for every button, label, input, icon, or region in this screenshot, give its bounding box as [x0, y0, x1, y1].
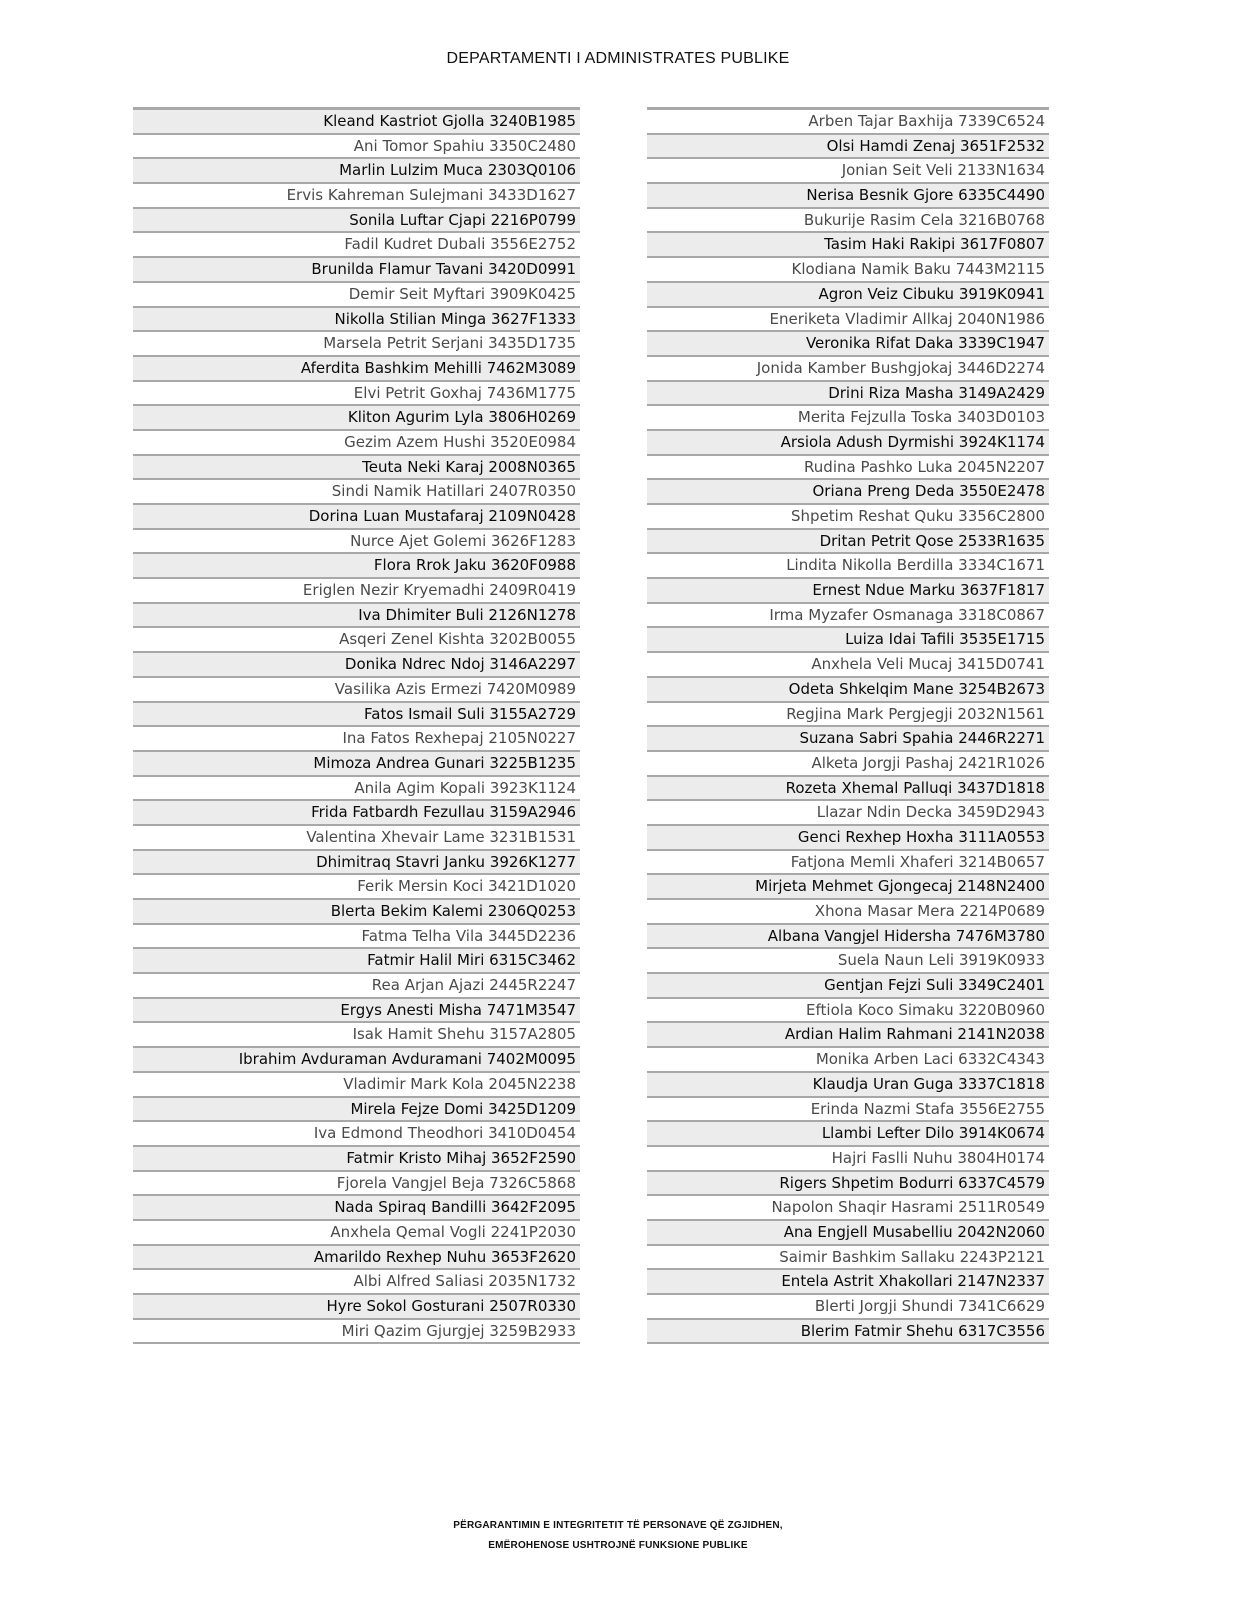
list-row: Nikolla Stilian Minga 3627F1333	[133, 308, 580, 333]
list-row: Mirjeta Mehmet Gjongecaj 2148N2400	[647, 875, 1049, 900]
list-row: Merita Fejzulla Toska 3403D0103	[647, 406, 1049, 431]
list-row: Iva Edmond Theodhori 3410D0454	[133, 1122, 580, 1147]
list-row: Odeta Shkelqim Mane 3254B2673	[647, 678, 1049, 703]
list-row: Blerti Jorgji Shundi 7341C6629	[647, 1295, 1049, 1320]
list-row: Arben Tajar Baxhija 7339C6524	[647, 110, 1049, 135]
list-row: Asqeri Zenel Kishta 3202B0055	[133, 628, 580, 653]
list-row: Rigers Shpetim Bodurri 6337C4579	[647, 1172, 1049, 1197]
list-row: Ardian Halim Rahmani 2141N2038	[647, 1023, 1049, 1048]
list-row: Olsi Hamdi Zenaj 3651F2532	[647, 135, 1049, 160]
list-row: Nerisa Besnik Gjore 6335C4490	[647, 184, 1049, 209]
list-row: Luiza Idai Tafili 3535E1715	[647, 628, 1049, 653]
list-row: Ani Tomor Spahiu 3350C2480	[133, 135, 580, 160]
list-row: Mirela Fejze Domi 3425D1209	[133, 1098, 580, 1123]
list-row: Aferdita Bashkim Mehilli 7462M3089	[133, 357, 580, 382]
list-row: Donika Ndrec Ndoj 3146A2297	[133, 653, 580, 678]
list-row: Anxhela Qemal Vogli 2241P2030	[133, 1221, 580, 1246]
list-row: Klodiana Namik Baku 7443M2115	[647, 258, 1049, 283]
list-row: Valentina Xhevair Lame 3231B1531	[133, 826, 580, 851]
list-row: Rozeta Xhemal Palluqi 3437D1818	[647, 777, 1049, 802]
list-row: Fatjona Memli Xhaferi 3214B0657	[647, 851, 1049, 876]
list-row: Tasim Haki Rakipi 3617F0807	[647, 233, 1049, 258]
list-row: Ervis Kahreman Sulejmani 3433D1627	[133, 184, 580, 209]
list-row: Fatos Ismail Suli 3155A2729	[133, 703, 580, 728]
list-row: Ina Fatos Rexhepaj 2105N0227	[133, 727, 580, 752]
list-row: Blerim Fatmir Shehu 6317C3556	[647, 1320, 1049, 1345]
list-row: Sonila Luftar Cjapi 2216P0799	[133, 209, 580, 234]
list-row: Nurce Ajet Golemi 3626F1283	[133, 530, 580, 555]
list-row: Monika Arben Laci 6332C4343	[647, 1048, 1049, 1073]
list-row: Sindi Namik Hatillari 2407R0350	[133, 480, 580, 505]
list-row: Jonian Seit Veli 2133N1634	[647, 159, 1049, 184]
list-row: Erinda Nazmi Stafa 3556E2755	[647, 1098, 1049, 1123]
list-row: Vasilika Azis Ermezi 7420M0989	[133, 678, 580, 703]
list-row: Ana Engjell Musabelliu 2042N2060	[647, 1221, 1049, 1246]
list-row: Ferik Mersin Koci 3421D1020	[133, 875, 580, 900]
list-row: Suela Naun Leli 3919K0933	[647, 949, 1049, 974]
list-row: Eriglen Nezir Kryemadhi 2409R0419	[133, 579, 580, 604]
list-row: Ibrahim Avduraman Avduramani 7402M0095	[133, 1048, 580, 1073]
list-row: Iva Dhimiter Buli 2126N1278	[133, 604, 580, 629]
list-row: Flora Rrok Jaku 3620F0988	[133, 554, 580, 579]
list-row: Fadil Kudret Dubali 3556E2752	[133, 233, 580, 258]
list-row: Rea Arjan Ajazi 2445R2247	[133, 974, 580, 999]
list-row: Elvi Petrit Goxhaj 7436M1775	[133, 382, 580, 407]
list-row: Jonida Kamber Bushgjokaj 3446D2274	[647, 357, 1049, 382]
list-row: Eneriketa Vladimir Allkaj 2040N1986	[647, 308, 1049, 333]
list-row: Miri Qazim Gjurgjej 3259B2933	[133, 1320, 580, 1345]
list-row: Fatmir Halil Miri 6315C3462	[133, 949, 580, 974]
left-name-list	[133, 107, 580, 1344]
list-row: Brunilda Flamur Tavani 3420D0991	[133, 258, 580, 283]
list-row: Drini Riza Masha 3149A2429	[647, 382, 1049, 407]
list-row: Dhimitraq Stavri Janku 3926K1277	[133, 851, 580, 876]
list-row: Saimir Bashkim Sallaku 2243P2121	[647, 1246, 1049, 1271]
list-row: Marsela Petrit Serjani 3435D1735	[133, 332, 580, 357]
list-row: Shpetim Reshat Quku 3356C2800	[647, 505, 1049, 530]
list-row: Llambi Lefter Dilo 3914K0674	[647, 1122, 1049, 1147]
list-row: Eftiola Koco Simaku 3220B0960	[647, 999, 1049, 1024]
list-row: Kliton Agurim Lyla 3806H0269	[133, 406, 580, 431]
list-row: Mimoza Andrea Gunari 3225B1235	[133, 752, 580, 777]
list-row: Demir Seit Myftari 3909K0425	[133, 283, 580, 308]
list-row: Anxhela Veli Mucaj 3415D0741	[647, 653, 1049, 678]
list-row: Bukurije Rasim Cela 3216B0768	[647, 209, 1049, 234]
list-row: Hyre Sokol Gosturani 2507R0330	[133, 1295, 580, 1320]
footer-line-2: EMËROHENOSE USHTROJNË FUNKSIONE PUBLIKE	[488, 1540, 748, 1551]
list-row: Irma Myzafer Osmanaga 3318C0867	[647, 604, 1049, 629]
right-name-list	[647, 107, 1049, 1344]
list-row: Isak Hamit Shehu 3157A2805	[133, 1023, 580, 1048]
list-row: Ergys Anesti Misha 7471M3547	[133, 999, 580, 1024]
list-row: Fatma Telha Vila 3445D2236	[133, 925, 580, 950]
list-row: Veronika Rifat Daka 3339C1947	[647, 332, 1049, 357]
list-row: Regjina Mark Pergjegji 2032N1561	[647, 703, 1049, 728]
list-row: Albi Alfred Saliasi 2035N1732	[133, 1270, 580, 1295]
list-row: Rudina Pashko Luka 2045N2207	[647, 456, 1049, 481]
list-row: Lindita Nikolla Berdilla 3334C1671	[647, 554, 1049, 579]
list-row: Llazar Ndin Decka 3459D2943	[647, 801, 1049, 826]
footer-line-1: PËRGARANTIMIN E INTEGRITETIT TË PERSONAVE QË ZGJIDHEN,	[453, 1520, 783, 1531]
page-title: DEPARTAMENTI I ADMINISTRATES PUBLIKE	[446, 50, 790, 67]
footer	[0, 1516, 1236, 1556]
list-row: Vladimir Mark Kola 2045N2238	[133, 1073, 580, 1098]
list-row: Nada Spiraq Bandilli 3642F2095	[133, 1196, 580, 1221]
list-row: Dritan Petrit Qose 2533R1635	[647, 530, 1049, 555]
list-row: Xhona Masar Mera 2214P0689	[647, 900, 1049, 925]
list-row: Amarildo Rexhep Nuhu 3653F2620	[133, 1246, 580, 1271]
list-row: Fjorela Vangjel Beja 7326C5868	[133, 1172, 580, 1197]
list-row: Ernest Ndue Marku 3637F1817	[647, 579, 1049, 604]
list-row: Frida Fatbardh Fezullau 3159A2946	[133, 801, 580, 826]
list-row: Albana Vangjel Hidersha 7476M3780	[647, 925, 1049, 950]
list-row: Arsiola Adush Dyrmishi 3924K1174	[647, 431, 1049, 456]
list-row: Dorina Luan Mustafaraj 2109N0428	[133, 505, 580, 530]
list-row: Alketa Jorgji Pashaj 2421R1026	[647, 752, 1049, 777]
list-row: Entela Astrit Xhakollari 2147N2337	[647, 1270, 1049, 1295]
list-row: Fatmir Kristo Mihaj 3652F2590	[133, 1147, 580, 1172]
list-row: Kleand Kastriot Gjolla 3240B1985	[133, 110, 580, 135]
list-row: Gentjan Fejzi Suli 3349C2401	[647, 974, 1049, 999]
list-row: Genci Rexhep Hoxha 3111A0553	[647, 826, 1049, 851]
list-row: Blerta Bekim Kalemi 2306Q0253	[133, 900, 580, 925]
list-row: Gezim Azem Hushi 3520E0984	[133, 431, 580, 456]
list-row: Marlin Lulzim Muca 2303Q0106	[133, 159, 580, 184]
list-row: Teuta Neki Karaj 2008N0365	[133, 456, 580, 481]
list-row: Suzana Sabri Spahia 2446R2271	[647, 727, 1049, 752]
list-row: Anila Agim Kopali 3923K1124	[133, 777, 580, 802]
list-row: Agron Veiz Cibuku 3919K0941	[647, 283, 1049, 308]
list-row: Klaudja Uran Guga 3337C1818	[647, 1073, 1049, 1098]
list-row: Napolon Shaqir Hasrami 2511R0549	[647, 1196, 1049, 1221]
list-row: Hajri Faslli Nuhu 3804H0174	[647, 1147, 1049, 1172]
list-row: Oriana Preng Deda 3550E2478	[647, 480, 1049, 505]
